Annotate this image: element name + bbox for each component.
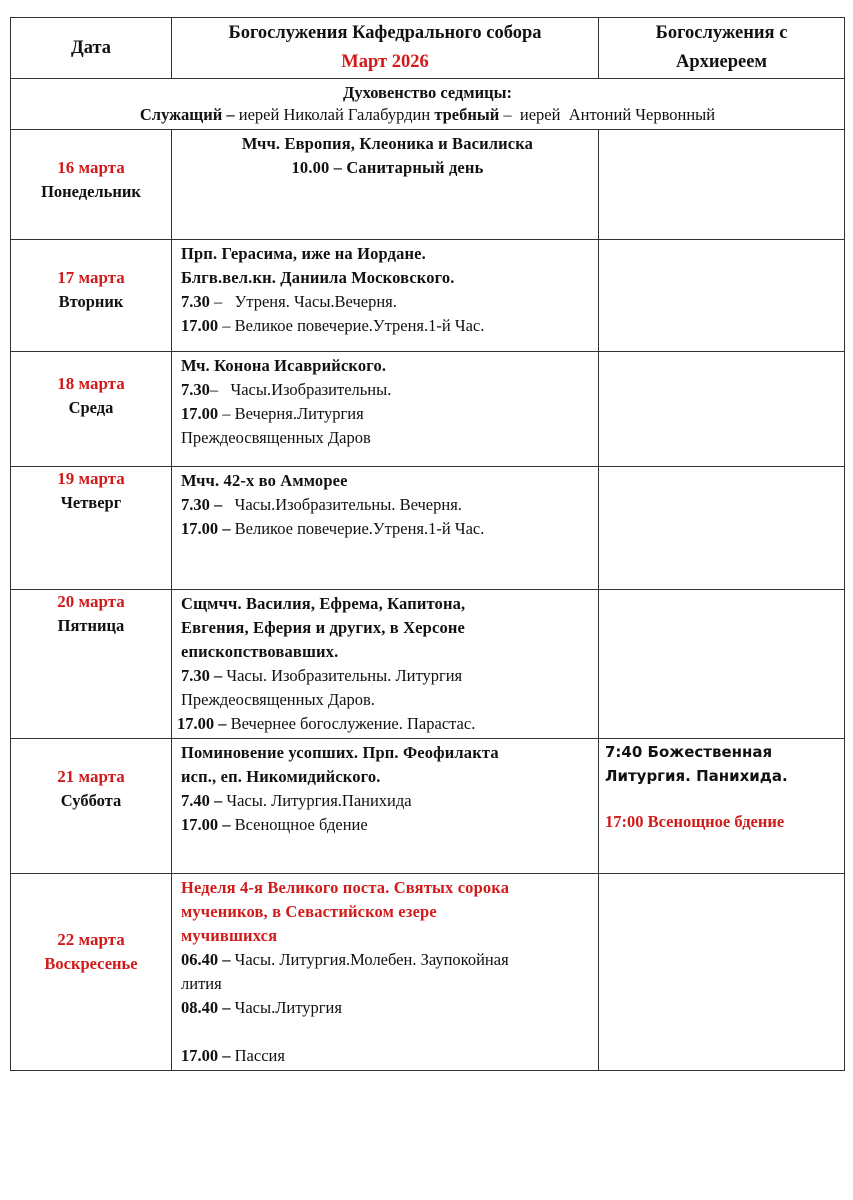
service-line <box>181 493 594 517</box>
service-desc: Преждеосвященных Даров <box>181 428 371 447</box>
header-bishop-line2: Архиереем <box>675 52 768 72</box>
feast-title: мучеников, в Севастийском езере <box>181 902 437 921</box>
day-weekday: Вторник <box>58 292 124 311</box>
service-desc: – Вечерня.Литургия <box>218 404 364 423</box>
service-time: 08.40 – <box>181 998 231 1017</box>
day-weekday: Понедельник <box>41 182 141 201</box>
day-row <box>11 467 845 590</box>
service-desc: – Утреня. Часы.Вечерня. <box>209 292 397 311</box>
day-cell <box>11 874 172 1071</box>
service-desc: Пассия <box>230 1046 285 1065</box>
day-row <box>11 130 845 240</box>
day-weekday: Четверг <box>60 493 122 512</box>
header-row <box>11 18 845 79</box>
day-cell <box>11 467 172 590</box>
service-time: 7.30 – <box>181 666 223 685</box>
bishop-service-line: 7:40 Божественная <box>605 743 773 761</box>
day-cell <box>11 240 172 352</box>
day-row <box>11 352 845 467</box>
day-date: 21 марта <box>57 767 125 786</box>
day-date: 22 марта <box>57 930 125 949</box>
service-line <box>181 813 594 837</box>
feast-title: мучившихся <box>181 926 278 945</box>
service-cell <box>172 352 599 467</box>
day-date: 18 марта <box>57 374 125 393</box>
day-weekday: Суббота <box>60 791 122 810</box>
feast-title: Мчч. 42-х во Аммореe <box>181 471 348 490</box>
service-line <box>181 517 594 541</box>
service-desc: – Великое повечерие.Утреня.1-й Час. <box>218 316 485 335</box>
serving-name: иерей Николай Галабурдин <box>234 105 435 124</box>
day-weekday: Пятница <box>57 616 125 635</box>
day-row <box>11 874 845 1071</box>
service-desc: Часы.Литургия <box>230 998 342 1017</box>
bishop-cell <box>599 590 845 739</box>
service-desc: лития <box>181 974 222 993</box>
service-desc: Вечернее богослужение. Парастас. <box>226 714 476 733</box>
day-date: 16 марта <box>57 158 125 177</box>
service-cell <box>172 240 599 352</box>
service-line <box>181 789 594 813</box>
day-cell <box>11 739 172 874</box>
bishop-cell <box>599 240 845 352</box>
service-time: 17.00 <box>181 316 219 335</box>
service-desc: Великое повечерие.Утреня.1-й Час. <box>230 519 485 538</box>
day-weekday: Воскресенье <box>44 954 138 973</box>
feast-title: Прп. Герасима, иже на Иордане. <box>181 244 426 263</box>
feast-title: Неделя 4-я Великого поста. Святых сорока <box>181 878 510 897</box>
bishop-cell <box>599 739 845 874</box>
bishop-service-line: 17:00 Всенощное бдение <box>605 812 785 831</box>
service-desc: Преждеосвященных Даров. <box>181 690 375 709</box>
service-time: 7.30 – <box>181 495 223 514</box>
feast-title: исп., еп. Никомидийского. <box>181 767 381 786</box>
service-line <box>181 664 594 688</box>
day-date: 17 марта <box>57 268 125 287</box>
feast-title: Мчч. Европия, Клеоника и Василиска <box>241 134 534 153</box>
serving-label: Служащий – <box>139 105 235 124</box>
service-line <box>181 290 594 314</box>
day-date: 20 марта <box>57 592 125 611</box>
service-time: 17.00 – <box>177 714 227 733</box>
day-cell <box>11 590 172 739</box>
service-line <box>181 378 594 402</box>
service-desc: Часы. Литургия.Панихида <box>222 791 412 810</box>
header-bishop <box>599 18 845 79</box>
service-cell <box>172 130 599 240</box>
demand-label: требный <box>434 105 500 124</box>
service-time: 7.30 <box>181 380 210 399</box>
header-bishop-line1: Богослужения с <box>655 23 788 43</box>
service-line <box>181 996 594 1020</box>
service-time: 17.00 <box>181 404 219 423</box>
service-time: 17.00 – <box>181 815 231 834</box>
feast-title: епископствовавших. <box>181 642 339 661</box>
service-cell <box>172 467 599 590</box>
header-date <box>11 18 172 79</box>
service-time: 17.00 – <box>181 1046 231 1065</box>
service-desc: Часы. Изобразительны. Литургия <box>222 666 463 685</box>
service-line: 10.00 – Санитарный день <box>291 158 484 177</box>
service-cell <box>172 590 599 739</box>
day-cell <box>11 130 172 240</box>
service-time: 7.40 – <box>181 791 223 810</box>
service-line <box>181 1044 594 1068</box>
bishop-service-line: Литургия. Панихида. <box>605 767 788 785</box>
header-month: Март 2026 <box>341 52 429 72</box>
demand-name: – иерей Антоний Червонный <box>499 105 716 124</box>
bishop-cell <box>599 467 845 590</box>
clergy-cell <box>11 79 845 130</box>
service-line <box>177 712 594 736</box>
day-date: 19 марта <box>57 469 125 488</box>
feast-title: Мч. Конона Исаврийского. <box>181 356 387 375</box>
day-cell <box>11 352 172 467</box>
service-desc: Часы.Изобразительны. Вечерня. <box>222 495 462 514</box>
feast-title: Блгв.вел.кн. Даниила Московского. <box>181 268 455 287</box>
feast-title: Сщмчч. Василия, Ефрема, Капитона, <box>181 594 466 613</box>
header-date-label: Дата <box>70 37 112 58</box>
service-time: 06.40 – <box>181 950 231 969</box>
service-cell <box>172 739 599 874</box>
service-desc: Часы. Литургия.Молебен. Заупокойная <box>230 950 509 969</box>
service-line <box>181 948 594 972</box>
bishop-cell <box>599 874 845 1071</box>
clergy-row <box>11 79 845 130</box>
clergy-line <box>11 104 844 126</box>
service-line <box>181 402 594 426</box>
header-cathedral <box>172 18 599 79</box>
day-row <box>11 240 845 352</box>
service-cell <box>172 874 599 1071</box>
bishop-cell <box>599 130 845 240</box>
day-weekday: Среда <box>68 398 114 417</box>
service-line <box>181 314 594 338</box>
service-desc: – Часы.Изобразительны. <box>209 380 392 399</box>
service-time: 7.30 <box>181 292 210 311</box>
feast-title: Евгения, Еферия и других, в Херсоне <box>181 618 465 637</box>
service-desc: Всенощное бдение <box>230 815 368 834</box>
feast-title: Поминовение усопших. Прп. Феофилакта <box>181 743 499 762</box>
day-row <box>11 590 845 739</box>
clergy-title: Духовенство седмицы: <box>342 83 512 102</box>
day-row <box>11 739 845 874</box>
schedule-table <box>10 17 845 1071</box>
service-time: 17.00 – <box>181 519 231 538</box>
header-cathedral-title: Богослужения Кафедрального собора <box>228 23 542 43</box>
bishop-cell <box>599 352 845 467</box>
